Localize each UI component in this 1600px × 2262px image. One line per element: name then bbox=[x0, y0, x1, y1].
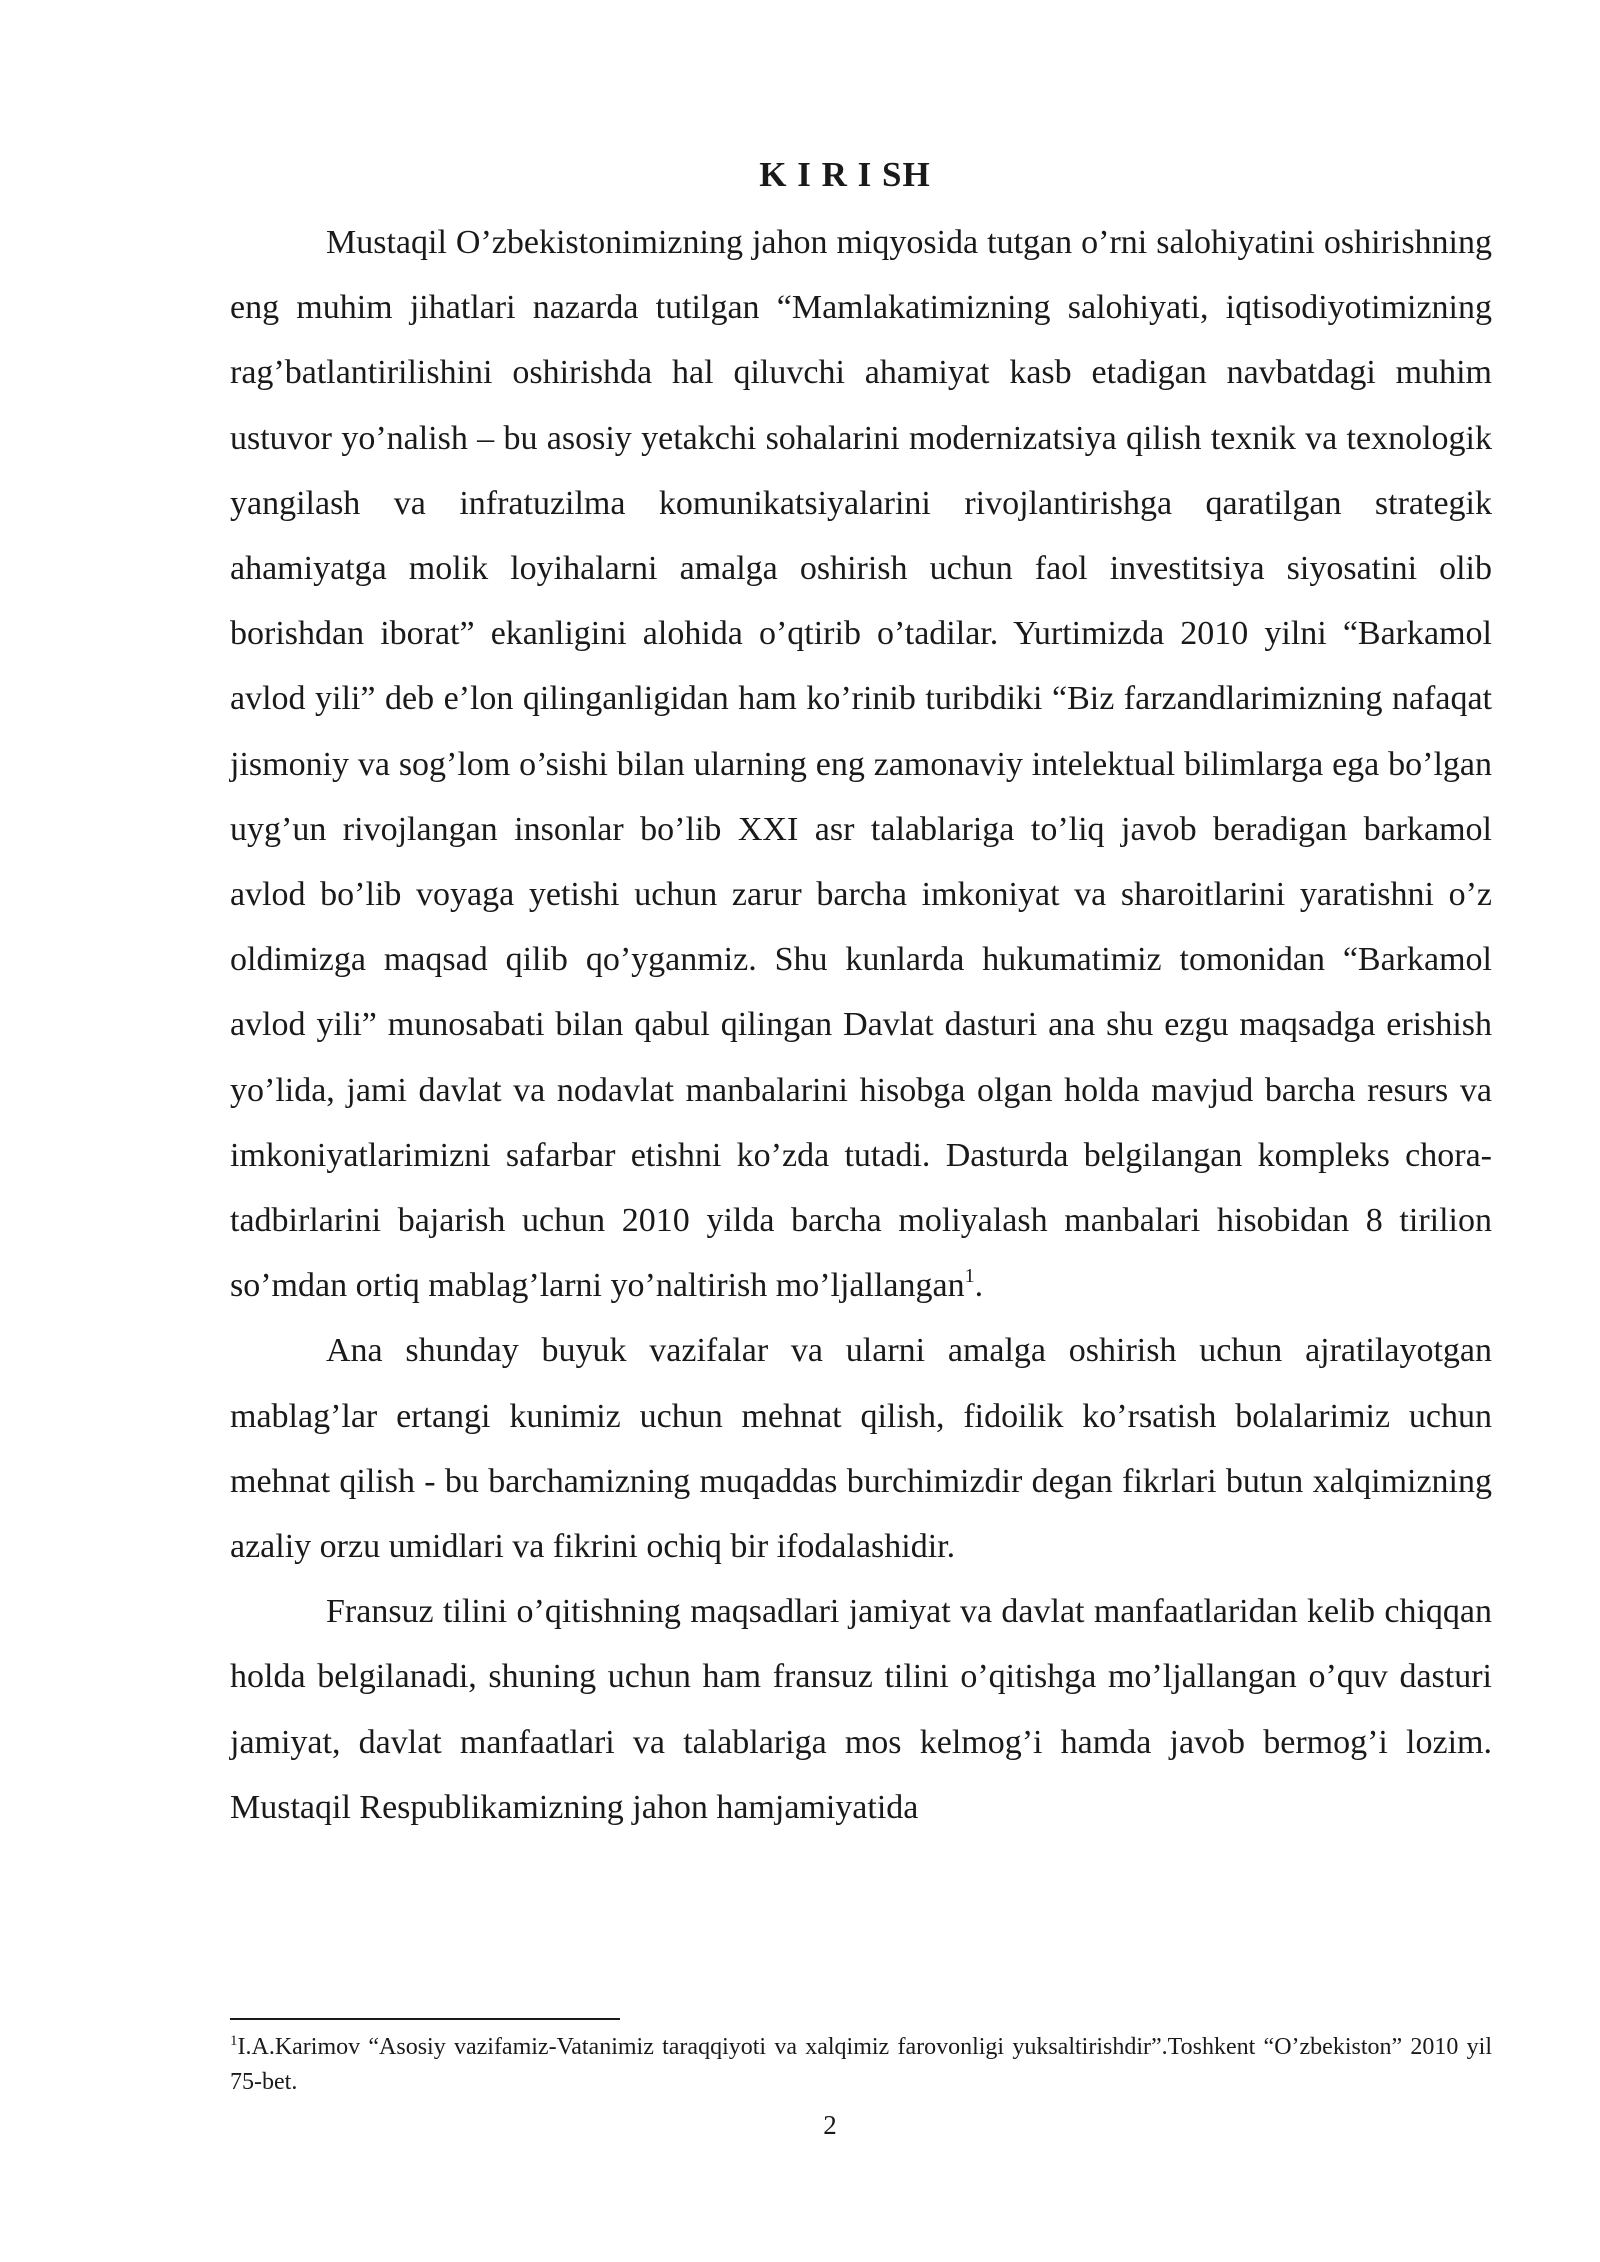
footnote-text: I.A.Karimov “Asosiy vazifamiz-Vatanimiz taraqqiyoti va xalqimiz farovonligi yuksaltirishdir”.Toshkent “O’zbekiston” 2010 yil 75-bet. bbox=[230, 2034, 1492, 2095]
page-number: 2 bbox=[823, 2110, 837, 2140]
footnote bbox=[230, 2030, 1492, 2100]
body-text bbox=[230, 210, 1492, 1840]
footnote-marker: 1 bbox=[230, 2033, 238, 2049]
paragraph-1-text: Mustaqil O’zbekistonimizning jahon miqyosida tutgan o’rni salohiyatini oshirishning eng muhim jihatlari nazarda tutilgan “Mamlakatimizning salohiyati, iqtisodiyotimizning rag’batlantirilishini oshirishda hal qiluvchi ahamiyat kasb etadigan navbatdagi muhim ustuvor yo’nalish – bu asosiy yetakchi sohalarini modernizatsiya qilish texnik va texnologik yangilash va infratuzilma komunikatsiyalarini rivojlantirishga qaratilgan strategik ahamiyatga molik loyihalarni amalga oshirish uchun faol investitsiya siyosatini olib borishdan iborat” ekanligini alohida o’qtirib o’tadilar. Yurtimizda 2010 yilni “Barkamol avlod yili” deb e’lon qilinganligidan ham ko’rinib turibdiki “Biz farzandlarimizning nafaqat jismoniy va sog’lom o’sishi bilan ularning eng zamonaviy intelektual bilimlarga ega bo’lgan uyg’un rivojlangan insonlar bo’lib XXI asr talablariga to’liq javob beradigan barkamol avlod bo’lib voyaga yetishi uchun zarur barcha imkoniyat va sharoitlarini yaratishni o’z oldimizga maqsad qilib qo’yganmiz. Shu kunlarda hukumatimiz tomonidan “Barkamol avlod yili” munosabati bilan qabul qilingan Davlat dasturi ana shu ezgu maqsadga erishish yo’lida, jami davlat va nodavlat manbalarini hisobga olgan holda mavjud barcha resurs va imkoniyatlarimizni safarbar etishni ko’zda tutadi. Dasturda belgilangan kompleks chora-tadbirlarini bajarish uchun 2010 yilda barcha moliyalash manbalari hisobidan 8 tirilion so’mdan ortiq mablag’larni yo’naltirish mo’ljallangan bbox=[230, 224, 1492, 1305]
paragraph-1-end: . bbox=[974, 1267, 984, 1305]
paragraph-1 bbox=[230, 210, 1492, 1318]
footnote-separator bbox=[230, 2018, 620, 2020]
paragraph-2: Ana shunday buyuk vazifalar va ularni amalga oshirish uchun ajratilayotgan mablag’lar ertangi kunimiz uchun mehnat qilish, fidoilik ko’rsatish bolalarimiz uchun mehnat qilish - bu barchamizning muqaddas burchimizdir degan fikrlari butun xalqimizning azaliy orzu umidlari va fikrini ochiq bir ifodalashidir. bbox=[230, 1332, 1492, 1566]
footnote-reference[interactable]: 1 bbox=[964, 1265, 975, 1288]
paragraph-3: Fransuz tilini o’qitishning maqsadlari jamiyat va davlat manfaatlaridan kelib chiqqan holda belgilanadi, shuning uchun ham fransuz tilini o’qitishga mo’ljallangan o’quv dasturi jamiyat, davlat manfaatlari va talablariga mos kelmog’i hamda javob bermog’i lozim. Mustaqil Respublikamizning jahon hamjamiyatida bbox=[230, 1593, 1492, 1826]
page-title: K I R I SH bbox=[759, 155, 931, 194]
